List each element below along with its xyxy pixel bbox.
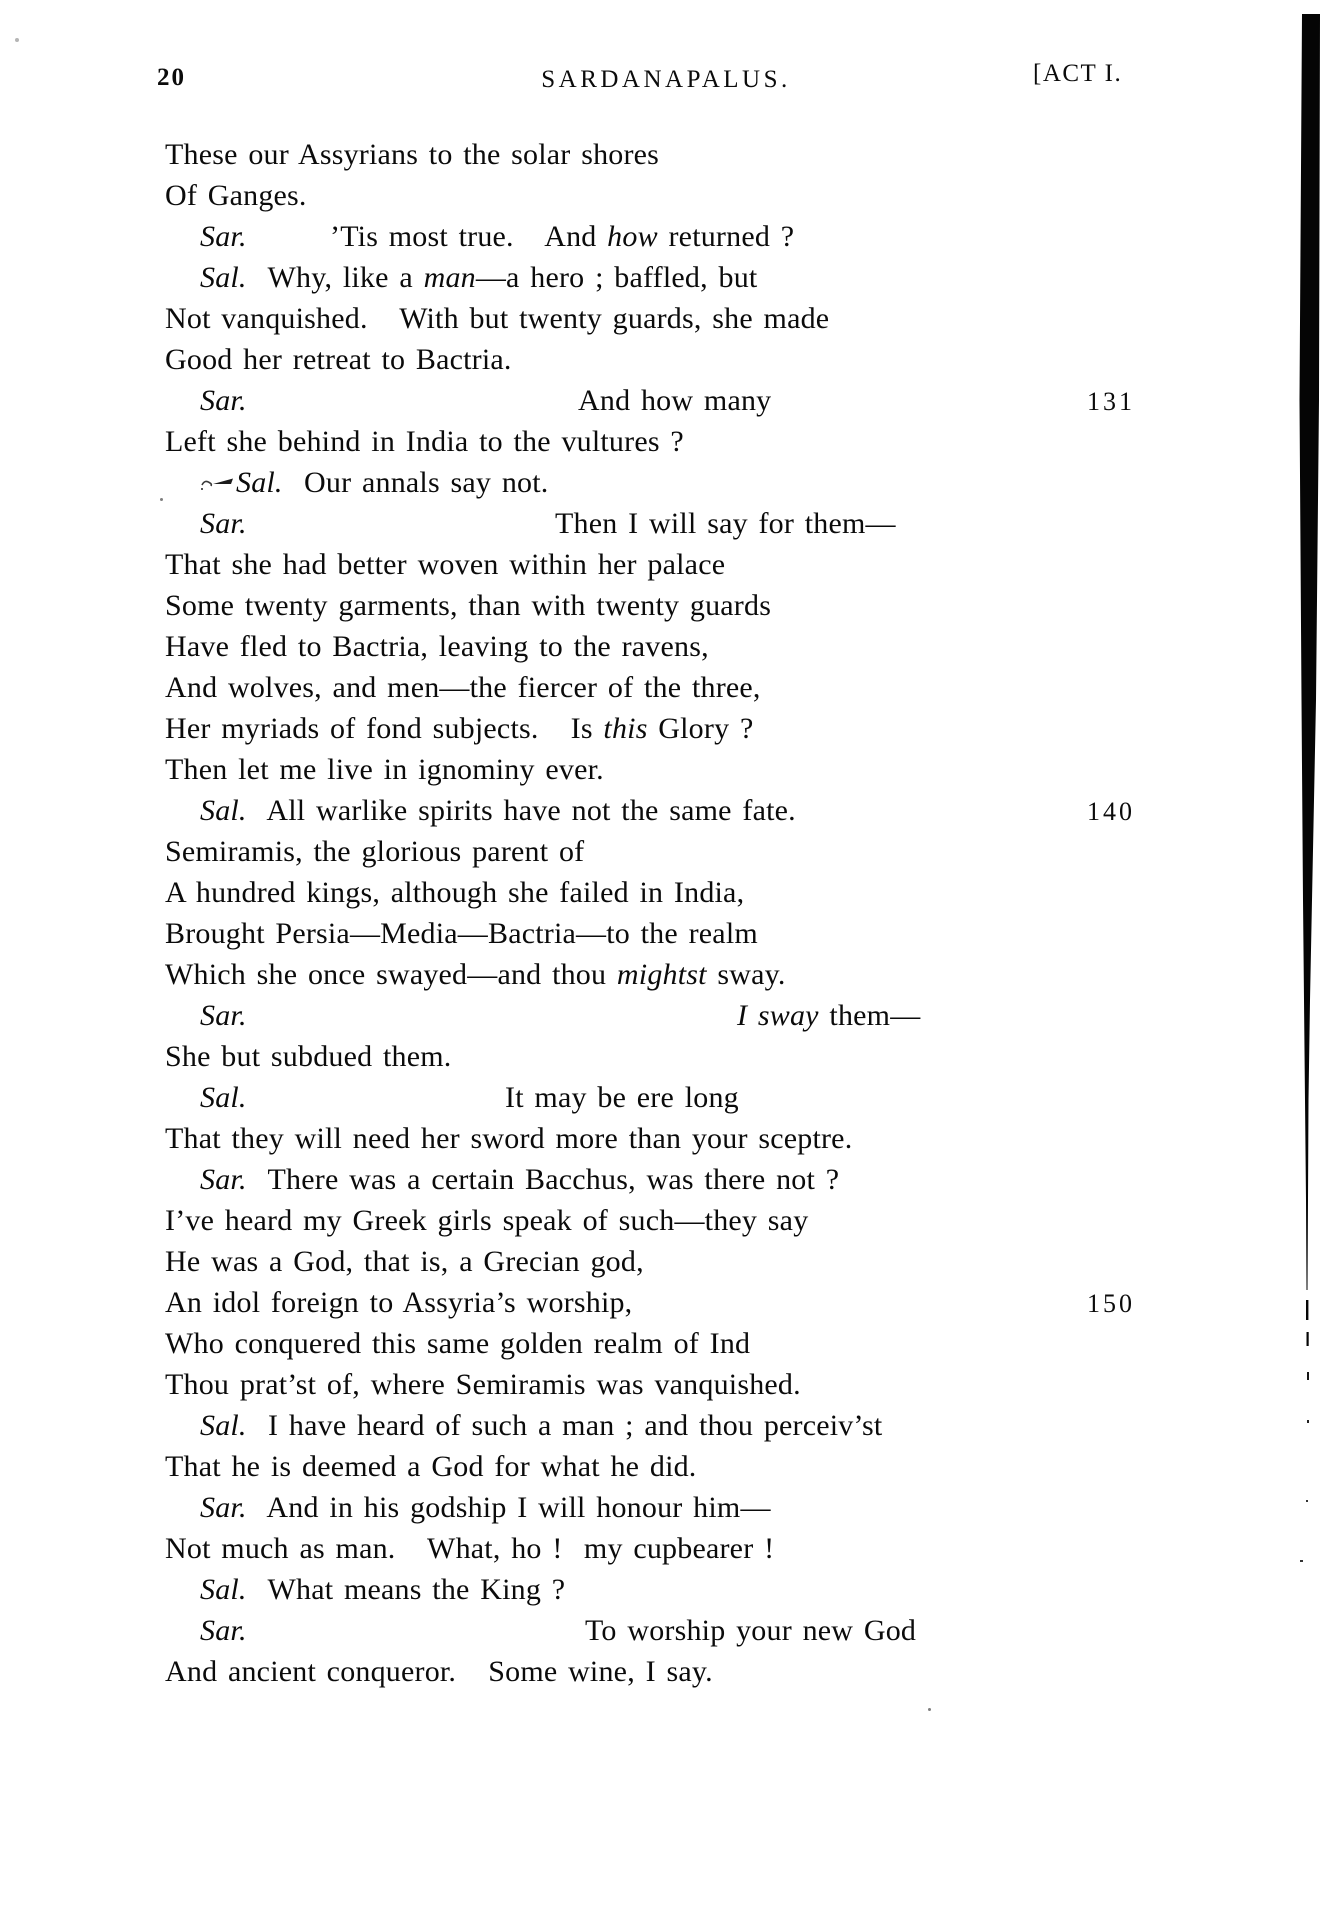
- verse-text: What means the King ?: [246, 1573, 566, 1606]
- speaker-abbreviation: Sar.: [200, 1614, 247, 1647]
- verse-line: [165, 257, 1323, 298]
- speaker-abbreviation: Sal.: [200, 794, 247, 827]
- verse-text: I have heard of such a man ; and thou perceiv’st: [246, 1409, 883, 1442]
- verse-line-number: 131: [1087, 387, 1135, 416]
- verse-text: Then I will say for them—: [555, 507, 896, 540]
- verse-line: [165, 913, 1323, 954]
- speaker-abbreviation: Sar.: [200, 999, 247, 1032]
- verse-continuation: [330, 216, 794, 257]
- verse-line: [165, 790, 1323, 831]
- verse-line: [165, 544, 1323, 585]
- verse-line: [165, 585, 1323, 626]
- page-number: 20: [157, 64, 186, 91]
- verse-text: how: [607, 220, 658, 253]
- verse-text: I’ve heard my Greek girls speak of such—they say: [165, 1204, 809, 1237]
- ink-smudge-artifact: [200, 460, 236, 476]
- verse-line: [165, 1610, 1323, 1651]
- verse-text: Left she behind in India to the vultures ?: [165, 425, 684, 458]
- verse-line: [165, 708, 1323, 749]
- verse-text: To worship your new God: [585, 1614, 917, 1647]
- verse-text: ’Tis most true. And: [330, 220, 608, 253]
- verse-text: It may be ere long: [505, 1081, 739, 1114]
- speaker-abbreviation: Sal.: [200, 1081, 247, 1114]
- verse-text: Thou prat’st of, where Semiramis was vanquished.: [165, 1368, 801, 1401]
- verse-text: She but subdued them.: [165, 1040, 452, 1073]
- verse-continuation: [585, 1610, 916, 1651]
- verse-line: [165, 1364, 1323, 1405]
- verse-line: [165, 1569, 1323, 1610]
- verse-line: [165, 1651, 1323, 1692]
- verse-text: them—: [818, 999, 921, 1032]
- scan-speck-artifact: [15, 38, 19, 42]
- verse-line-number: 140: [1087, 797, 1135, 826]
- verse-text: An idol foreign to Assyria’s worship,: [165, 1286, 633, 1319]
- verse-line: [165, 1323, 1323, 1364]
- scan-edge-artifact: [1293, 0, 1323, 1700]
- verse-line: [165, 1446, 1323, 1487]
- verse-text: And in his godship I will honour him—: [246, 1491, 771, 1524]
- speaker-abbreviation: Sar.: [200, 507, 247, 540]
- verse-text: Of Ganges.: [165, 179, 307, 212]
- verse-text: Semiramis, the glorious parent of: [165, 835, 585, 868]
- act-header: [ACT I.: [1033, 60, 1123, 87]
- verse-text: A hundred kings, although she failed in India,: [165, 876, 745, 909]
- verse-line: [165, 872, 1323, 913]
- verse-continuation: [737, 995, 920, 1036]
- verse-text: Brought Persia—Media—Bactria—to the realm: [165, 917, 758, 950]
- text-block: [165, 134, 1323, 1692]
- speaker-abbreviation: Sar.: [200, 1491, 247, 1524]
- verse-text: Her myriads of fond subjects. Is: [165, 712, 604, 745]
- verse-line: [165, 749, 1323, 790]
- verse-text: returned ?: [657, 220, 795, 253]
- verse-line: [165, 1159, 1323, 1200]
- verse-text: —a hero ; baffled, but: [475, 261, 758, 294]
- verse-line: [165, 995, 1323, 1036]
- verse-line: [165, 1036, 1323, 1077]
- speaker-abbreviation: Sar.: [200, 384, 247, 417]
- verse-line: [165, 503, 1323, 544]
- speaker-abbreviation: Sal.: [200, 261, 247, 294]
- verse-line: [165, 1200, 1323, 1241]
- verse-text: And ancient conqueror. Some wine, I say.: [165, 1655, 713, 1688]
- verse-text: And how many: [578, 384, 772, 417]
- verse-line: [165, 667, 1323, 708]
- verse-text: Which she once swayed—and thou: [165, 958, 617, 991]
- verse-text: Not much as man. What, ho ! my cupbearer !: [165, 1532, 775, 1565]
- speaker-abbreviation: Sar.: [200, 220, 247, 253]
- speaker-abbreviation: Sar.: [200, 1163, 247, 1196]
- verse-text: Have fled to Bactria, leaving to the ravens,: [165, 630, 709, 663]
- verse-line: [165, 1405, 1323, 1446]
- speaker-abbreviation: Sal.: [200, 1409, 247, 1442]
- verse-line: [165, 421, 1323, 462]
- verse-text: Why, like a: [246, 261, 424, 294]
- verse-text: mightst: [616, 958, 707, 991]
- verse-continuation: [505, 1077, 739, 1118]
- speaker-abbreviation: Sal.: [200, 1573, 247, 1606]
- verse-text: He was a God, that is, a Grecian god,: [165, 1245, 644, 1278]
- scan-speck-artifact: [928, 1708, 931, 1711]
- scan-speck-artifact: [160, 498, 163, 501]
- verse-line: [165, 626, 1323, 667]
- verse-line: [165, 216, 1323, 257]
- verse-text: Not vanquished. With but twenty guards, she made: [165, 302, 830, 335]
- verse-line: [165, 380, 1323, 421]
- running-title: SARDANAPALUS.: [541, 66, 791, 93]
- verse-text: Good her retreat to Bactria.: [165, 343, 512, 376]
- verse-line: [165, 1282, 1323, 1323]
- verse-text: Then let me live in ignominy ever.: [165, 753, 604, 786]
- verse-line: [165, 1528, 1323, 1569]
- verse-text: I sway: [737, 999, 819, 1032]
- verse-line: [165, 298, 1323, 339]
- verse-continuation: [578, 380, 771, 421]
- verse-text: this: [603, 712, 648, 745]
- verse-text: Glory ?: [647, 712, 754, 745]
- verse-text: man: [423, 261, 476, 294]
- verse-line: [165, 1077, 1323, 1118]
- verse-line: [165, 339, 1323, 380]
- verse-line: [165, 462, 1323, 503]
- verse-text: That she had better woven within her palace: [165, 548, 726, 581]
- verse-text: That he is deemed a God for what he did.: [165, 1450, 697, 1483]
- verse-text: That they will need her sword more than your sceptre.: [165, 1122, 853, 1155]
- verse-line: [165, 1487, 1323, 1528]
- verse-text: Who conquered this same golden realm of Ind: [165, 1327, 751, 1360]
- verse-text: There was a certain Bacchus, was there not ?: [246, 1163, 840, 1196]
- verse-line: [165, 954, 1323, 995]
- verse-text: sway.: [706, 958, 786, 991]
- verse-line: [165, 175, 1323, 216]
- verse-text: All warlike spirits have not the same fate.: [246, 794, 796, 827]
- verse-text: These our Assyrians to the solar shores: [165, 138, 660, 171]
- verse-text: And wolves, and men—the fiercer of the three,: [165, 671, 761, 704]
- verse-line: [165, 1118, 1323, 1159]
- verse-continuation: [555, 503, 896, 544]
- verse-text: Our annals say not.: [282, 466, 549, 499]
- verse-line: [165, 831, 1323, 872]
- verse-text: Some twenty garments, than with twenty guards: [165, 589, 772, 622]
- speaker-abbreviation: Sal.: [236, 466, 283, 499]
- verse-line: [165, 134, 1323, 175]
- verse-line-number: 150: [1087, 1289, 1135, 1318]
- verse-line: [165, 1241, 1323, 1282]
